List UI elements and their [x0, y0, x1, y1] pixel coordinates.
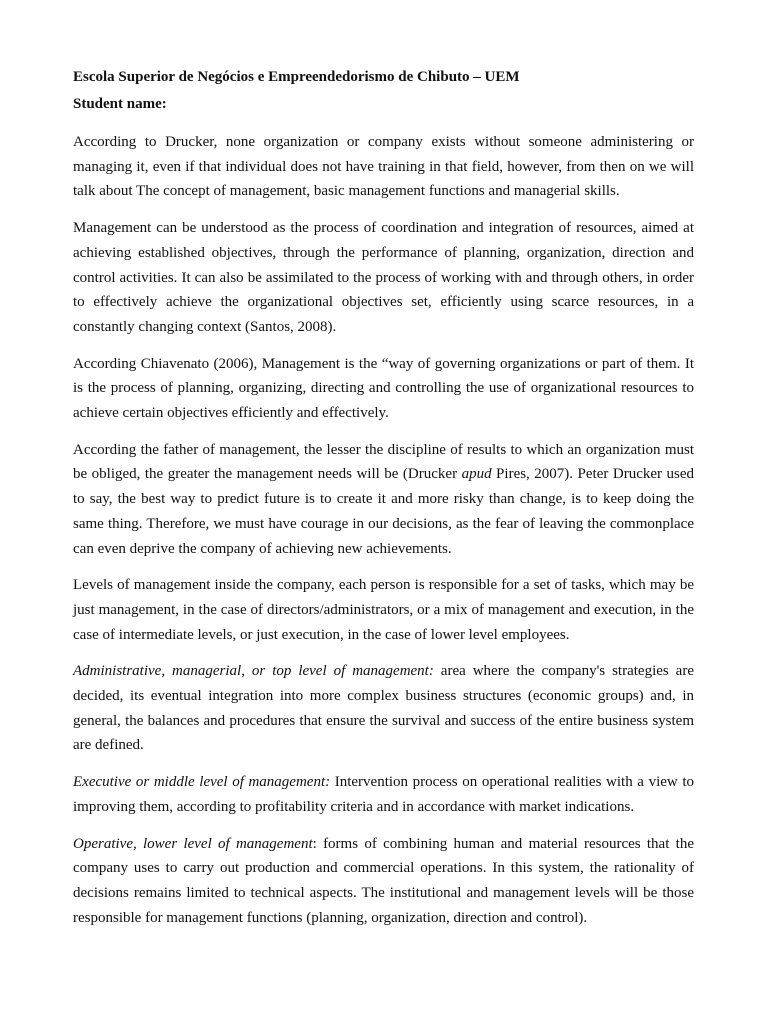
paragraph-drucker: [73, 438, 694, 562]
paragraph-middle-level: [73, 770, 694, 819]
middle-level-term: Executive or middle level of management:: [73, 774, 331, 791]
drucker-text-b: Pires, 2007). Peter Drucker used to say, the best way to predict future is to create it and more risky than change, is to keep doing the same thing. Therefore, we must have courage in our decisions, as the fear of leaving the commonplace can even deprive the company of achieving new achievements.: [73, 466, 694, 557]
middle-level-text: Intervention process on operational realities with a view to improving them, according to profitability criteria and in accordance with market indications.: [73, 774, 694, 815]
school-title: Escola Superior de Negócios e Empreendedorismo de Chibuto – UEM: [73, 69, 520, 85]
paragraph-levels: Levels of management inside the company, each person is responsible for a set of tasks, which may be just management, in the case of directors/administrators, or a mix of management and execution, in the case of intermediate levels, or just execution, in the case of lower level employees.: [73, 577, 694, 643]
paragraph-chiavenato: According Chiavenato (2006), Management is the “way of governing organizations or part of them. It is the process of planning, organizing, directing and controlling the use of organizational resources to achieve certain objectives efficiently and effectively.: [73, 355, 694, 422]
paragraph-top-level: [73, 659, 694, 758]
student-name-label: Student name:: [73, 96, 167, 112]
lower-level-text: : forms of combining human and material resources that the company uses to carry out production and commercial operations. In this system, the rationality of decisions remains limited to technical aspects. The institutional and management levels will be those responsible for management functions (planning, organization, direction and control).: [73, 835, 694, 926]
paragraph-management-definition: Management can be understood as the process of coordination and integration of resources, aimed at achieving established objectives, through the performance of planning, organization, direction and control activities. It can also be assimilated to the process of working with and through others, in order to effectively achieve the organizational objectives set, efficiently using scarce resources, in a constantly changing context (Santos, 2008).: [73, 220, 694, 335]
apud-term: apud: [461, 466, 492, 483]
top-level-term: Administrative, managerial, or top level of management:: [73, 663, 434, 680]
lower-level-term: Operative, lower level of management: [73, 835, 313, 852]
drucker-text-a: According the father of management, the lesser the discipline of results to which an organization must be obliged, the greater the management needs will be (Drucker: [73, 441, 694, 483]
document-page: [73, 67, 694, 942]
top-level-text: area where the company's strategies are decided, its eventual integration into more complex business structures (economic groups) and, in general, the balances and procedures that ensure the survival and success of the entire business system are defined.: [73, 663, 694, 754]
paragraph-lower-level: [73, 832, 694, 931]
paragraph-intro: According to Drucker, none organization or company exists without someone administering or managing it, even if that individual does not have training in that field, however, from then on we will talk about The concept of management, basic management functions and managerial skills.: [73, 134, 694, 200]
